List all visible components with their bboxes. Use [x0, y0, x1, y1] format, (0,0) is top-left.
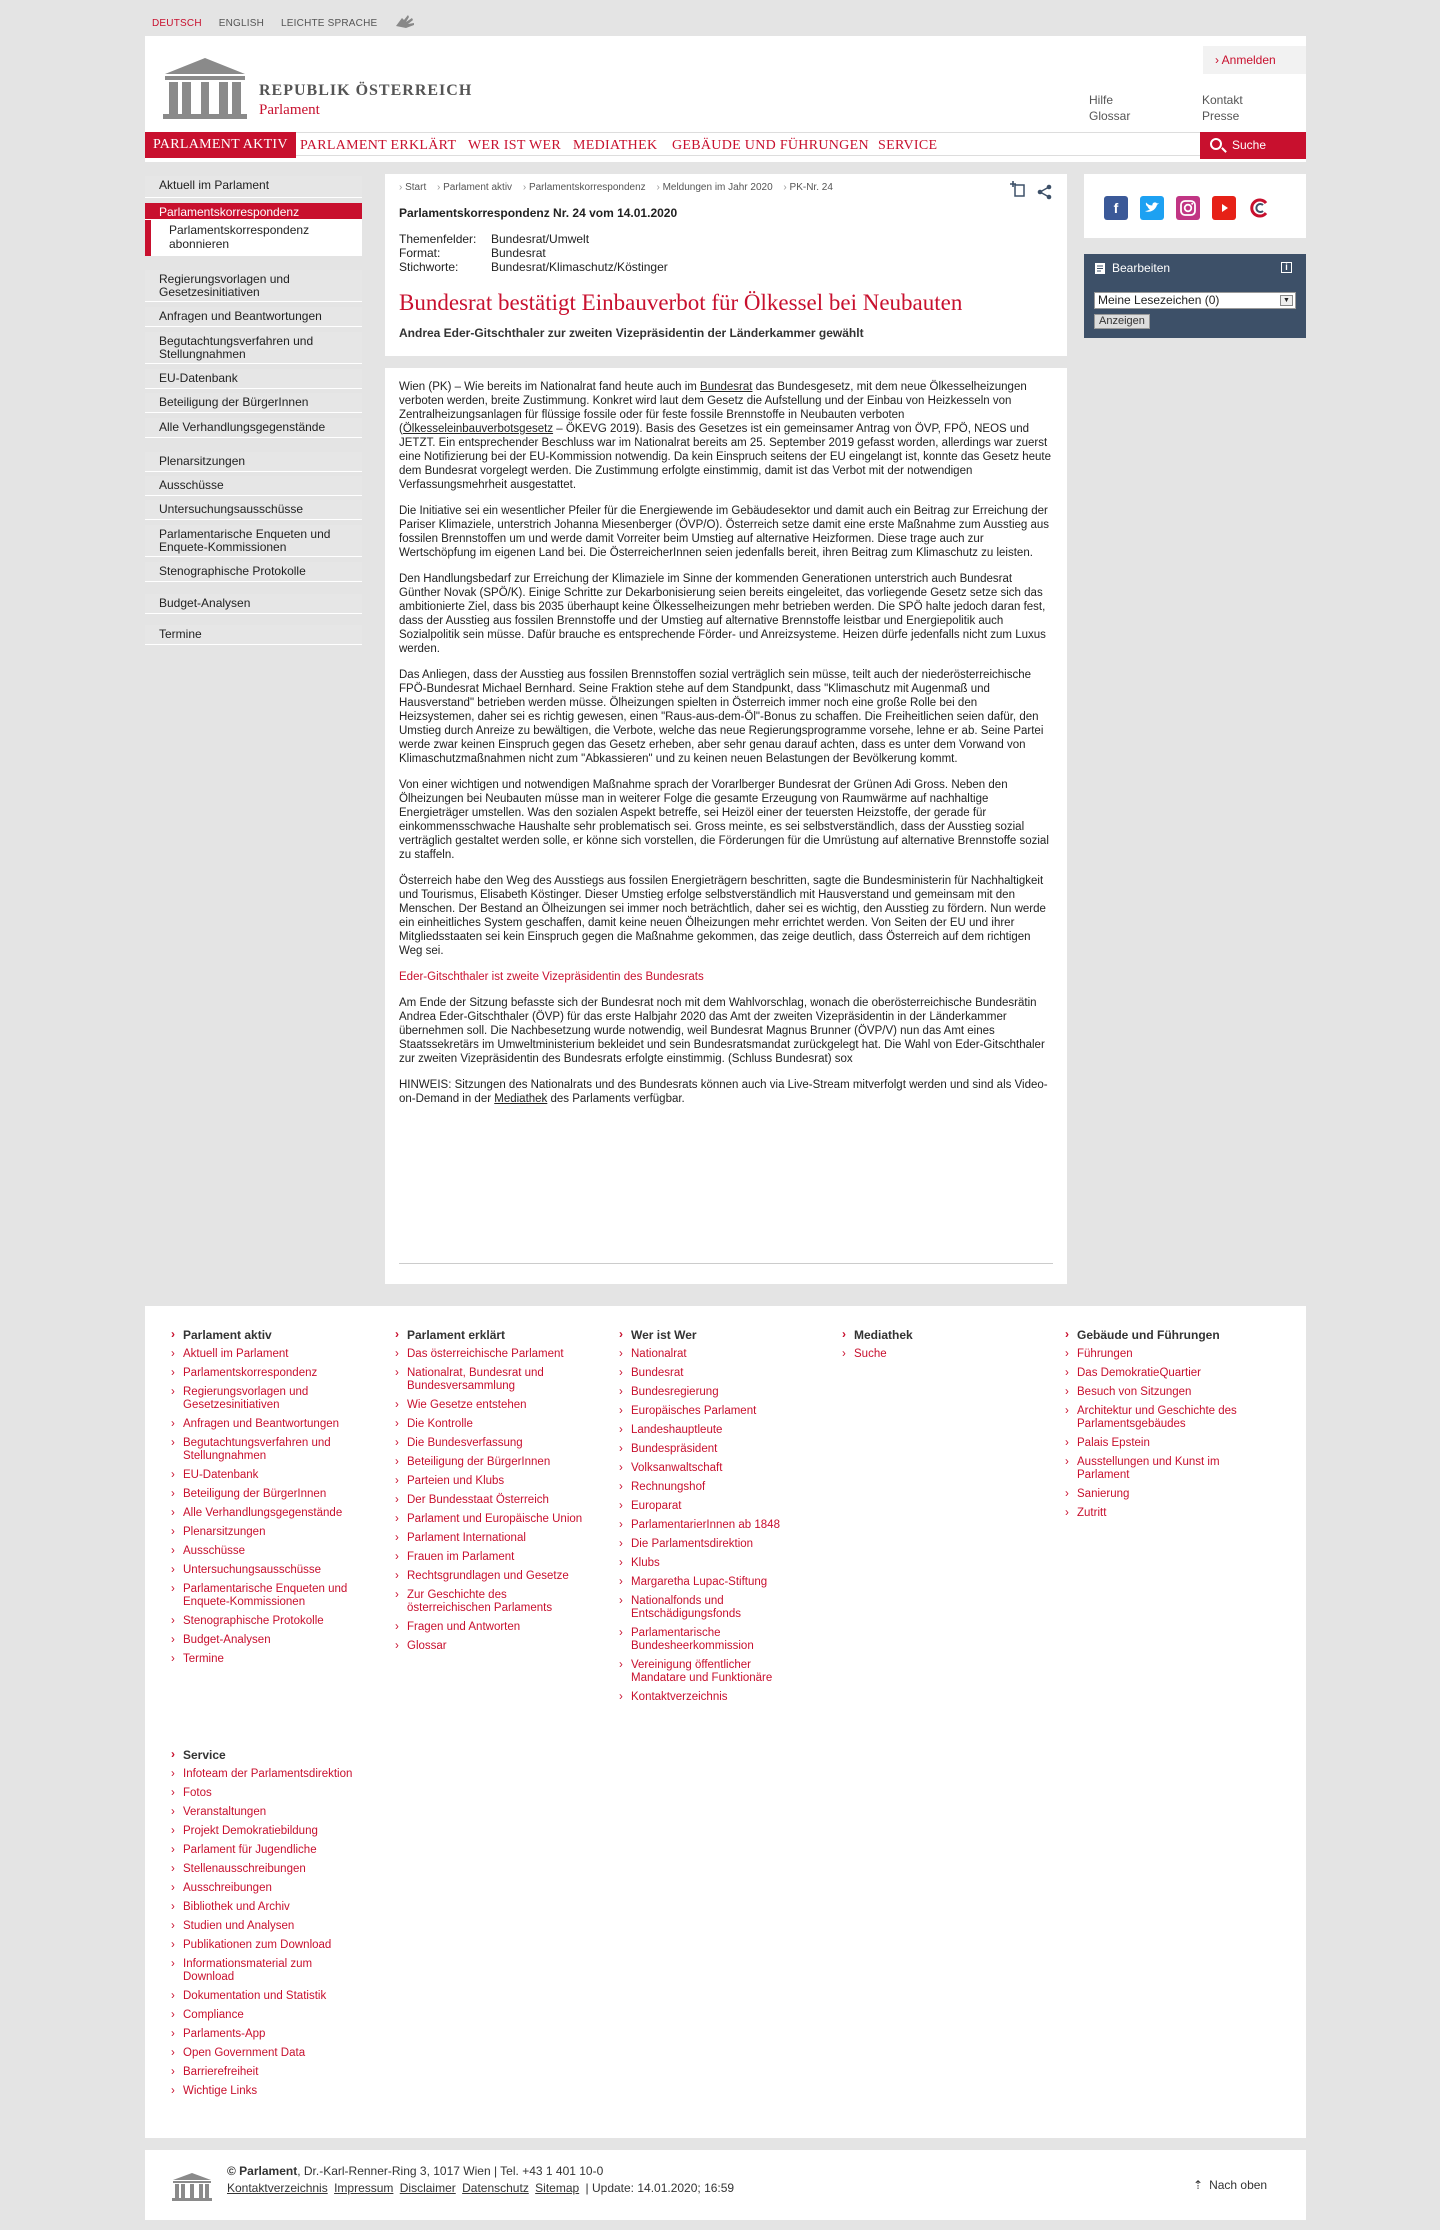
footer-col-service	[171, 1748, 361, 2104]
footer-link[interactable]: › Infoteam der Parlamentsdirektion	[171, 1768, 361, 1781]
bookmark-panel	[1084, 254, 1306, 338]
footer-link[interactable]: › Beteiligung der BürgerInnen	[171, 1488, 361, 1501]
sidebar-item-regierungsvorlagen[interactable]: Regierungsvorlagen und Gesetzesinitiativen	[145, 270, 362, 302]
article-title: Bundesrat bestätigt Einbauverbot für Ölkessel bei Neubauten	[399, 290, 963, 315]
parliament-logo-icon[interactable]	[160, 54, 250, 120]
footer-link[interactable]: › Die Kontrolle	[395, 1418, 585, 1431]
footer-link[interactable]: › Parlament und Europäische Union	[395, 1513, 585, 1526]
contact-link[interactable]: Kontakt	[1202, 93, 1243, 107]
footer-link[interactable]: › Alle Verhandlungsgegenstände	[171, 1507, 361, 1520]
footer-link[interactable]: › Sanierung	[1065, 1488, 1255, 1501]
press-link[interactable]: Presse	[1202, 109, 1240, 123]
paragraph-4: Das Anliegen, dass der Ausstieg aus fossilen Brennstoffen sozial verträglich sein müsse, teilt auch der niederösterreichische FPÖ-Bundesrat Michael Bernhard. Seine Fraktion stehe auf dem Standpunkt, dass "Klimaschutz mit Augenmaß und Hausverstand" betrieben werden müsse. Ölheizungen spielten in Österreich immer noch eine große Rolle bei den Heizsystemen, daher sei es richtig gewesen, einen "Raus-aus-dem-Öl"-Bonus zu schaffen. Die Freiheitlichen seien dafür, den Umstieg durch Anreize zu bewältigen, die Verbote, welche das neue Regierungsprogramme vorsehe, lehne er ab. Seine Partei werde zwar keinen Einspruch gegen das Gesetz erheben, aber sehr genau darauf achten, dass es unter dem Vorwand von Klimaschutzmaßnahmen nicht zum "Abkassieren" und zu keinen neuen Belastungen der Bevölkerung kommt.	[399, 669, 1044, 765]
footer-link[interactable]: › Die Bundesverfassung	[395, 1437, 585, 1450]
footer-link[interactable]: › Stellenausschreibungen	[171, 1863, 361, 1876]
footer-link[interactable]: › Parlament International	[395, 1532, 585, 1545]
footer-link[interactable]: › Architektur und Geschichte des Parlamentsgebäudes	[1065, 1405, 1255, 1431]
footer-link-sitemap[interactable]: Sitemap	[535, 2181, 580, 2195]
paragraph-6: Österreich habe den Weg des Ausstiegs aus fossilen Energieträgern beschritten, sagte die Bundesministerin für Nachhaltigkeit und Tourismus, Elisabeth Köstinger. Dieser Umstieg erfolge selbstverständlich mit Hausverstand und gemeinsam mit den Menschen. Der Bestand an Ölheizungen sei immer noch beträchtlich, daher sei es wichtig, den Ausstieg zu fördern. Nun werde ein einheitliches System geschaffen, damit keine neuen Ölheizungen mehr errichtet werden. Von Seiten der EU und ihrer Mitgliedsstaaten sei kein Einspruch gegen die Maßnahme gekommen, das zeige deutlich, dass Österreich auf dem richtigen Weg sei.	[399, 875, 1046, 957]
footer-col-parlament-erklaert	[395, 1328, 585, 1659]
p1-text-a: Wien (PK) – Wie bereits im Nationalrat fand heute auch im	[399, 381, 701, 393]
footer-link-list	[1065, 1348, 1255, 1520]
footer-link[interactable]: › Parlamentskorrespondenz	[171, 1367, 361, 1380]
footer-heading[interactable]: › Parlament aktiv	[171, 1328, 361, 1342]
sidebar-item-termine[interactable]: Termine	[145, 625, 362, 645]
paragraph-1	[399, 380, 1053, 492]
article-subtitle: Andrea Eder-Gitschthaler zur zweiten Vizepräsidentin der Länderkammer gewählt	[399, 326, 864, 340]
footer-link[interactable]: › Projekt Demokratiebildung	[171, 1825, 361, 1838]
sidebar-item-begutachtung[interactable]: Begutachtungsverfahren und Stellungnahmen	[145, 332, 362, 364]
footer-link[interactable]: › Wie Gesetze entstehen	[395, 1399, 585, 1412]
footer-link[interactable]: › Publikationen zum Download	[171, 1939, 361, 1952]
footer-link[interactable]: › Parlament für Jugendliche	[171, 1844, 361, 1857]
footer-link[interactable]: › Aktuell im Parlament	[171, 1348, 361, 1361]
footer-link[interactable]: › Führungen	[1065, 1348, 1255, 1361]
footer-link[interactable]: › Zutritt	[1065, 1507, 1255, 1520]
nav-service[interactable]: SERVICE	[878, 138, 938, 153]
footer-link[interactable]: › Suche	[842, 1348, 1032, 1361]
footer-link[interactable]: › Open Government Data	[171, 2047, 361, 2060]
nav-parlament-aktiv[interactable]: PARLAMENT AKTIV	[145, 132, 296, 158]
breadcrumb-start[interactable]: › Start	[399, 182, 426, 193]
footer-address	[227, 2164, 603, 2178]
address-text: , Dr.-Karl-Renner-Ring 3, 1017 Wien | Tel. +43 1 401 10-0	[297, 2164, 604, 2178]
meta-key-stichworte: Stichworte:	[399, 260, 459, 274]
footer-link[interactable]: › Bundesregierung	[619, 1386, 809, 1399]
footer-link[interactable]: › ParlamentarierInnen ab 1848	[619, 1519, 809, 1532]
search-label: Suche	[1232, 138, 1267, 152]
edit-document-icon	[1094, 262, 1106, 275]
paragraph-3: Den Handlungsbedarf zur Erreichung der Klimaziele im Sinne der kommenden Generationen unterstrich auch Bundesrat Günther Novak (SPÖ/K). Einige Schritte zur Dekarbonisierung seien bereits eingeleitet, das vorliegende Gesetz setze sich das ambitionierte Ziel, dass bis 2035 überhaupt keine Ölkesselheizungen mehr betrieben werden. Die SPÖ halte jedoch daran fest, dass der Ausstieg aus fossilen Brennstoffe und der Umstieg auf alternative Brennstoffe leistbar und Energiepolitik auch Sozialpolitik sein müsse. Dafür brauche es entsprechende Förder- und Anreizsysteme. Heizen dürfe jedenfalls nicht zum Luxus werden.	[399, 573, 1046, 655]
footer-heading[interactable]: › Wer ist Wer	[619, 1328, 809, 1342]
footer-link[interactable]: › Beteiligung der BürgerInnen	[395, 1456, 585, 1469]
footer-link-list	[395, 1348, 585, 1653]
last-update: | Update: 14.01.2020; 16:59	[585, 2181, 735, 2195]
site-header	[145, 36, 1306, 162]
breadcrumb-meldungen[interactable]: › Meldungen im Jahr 2020	[656, 182, 772, 193]
footer-col-parlament-aktiv	[171, 1328, 361, 1672]
footer-link[interactable]: › Parlaments-App	[171, 2028, 361, 2041]
footer-link[interactable]: › Kontaktverzeichnis	[619, 1691, 809, 1704]
article-subheading: Eder-Gitschthaler ist zweite Vizepräsidentin des Bundesrats	[399, 971, 704, 983]
footer-link[interactable]: › Fragen und Antworten	[395, 1621, 585, 1634]
youtube-icon[interactable]	[1212, 196, 1236, 220]
article-header	[385, 174, 1067, 356]
footer-link[interactable]: › Begutachtungsverfahren und Stellungnahmen	[171, 1437, 361, 1463]
footer-link-impressum[interactable]: Impressum	[334, 2181, 394, 2195]
footer-link[interactable]: › Glossar	[395, 1640, 585, 1653]
footer-link[interactable]: › Margaretha Lupac-Stiftung	[619, 1576, 809, 1589]
sidebar-item-stenographische-protokolle[interactable]: Stenographische Protokolle	[145, 562, 362, 582]
article-divider	[399, 1263, 1053, 1264]
share-icon[interactable]	[1037, 184, 1053, 200]
sidebar-item-anfragen[interactable]: Anfragen und Beantwortungen	[145, 307, 362, 327]
footer-link-list	[619, 1348, 809, 1704]
meta-key-themenfelder: Themenfelder:	[399, 232, 477, 246]
footer-link[interactable]: › Klubs	[619, 1557, 809, 1570]
mediathek-link[interactable]: Mediathek	[494, 1093, 548, 1105]
nav-mediathek[interactable]: MEDIATHEK	[573, 138, 658, 153]
footer-link[interactable]: › Wichtige Links	[171, 2085, 361, 2098]
footer-link[interactable]: › Rechnungshof	[619, 1481, 809, 1494]
sidebar-item-eu-datenbank[interactable]: EU-Datenbank	[145, 369, 362, 389]
brand-subtitle: Parlament	[259, 102, 320, 118]
footer-link[interactable]: › Vereinigung öffentlicher Mandatare und Funktionäre	[619, 1659, 809, 1685]
footer-link[interactable]: › Europarat	[619, 1500, 809, 1513]
sidebar-item-plenarsitzungen[interactable]: Plenarsitzungen	[145, 452, 362, 472]
footer-link[interactable]: › Besuch von Sitzungen	[1065, 1386, 1255, 1399]
footer-sitemap	[145, 1306, 1306, 2138]
lang-leichte-sprache[interactable]: LEICHTE SPRACHE	[281, 18, 378, 29]
footer-heading[interactable]: › Mediathek	[842, 1328, 1032, 1342]
footer-link-kontaktverzeichnis[interactable]: Kontaktverzeichnis	[227, 2181, 328, 2195]
footer-link-list	[171, 1348, 361, 1666]
footer-link[interactable]: › Frauen im Parlament	[395, 1551, 585, 1564]
footer-link[interactable]: › Europäisches Parlament	[619, 1405, 809, 1418]
article-actions	[1009, 180, 1053, 202]
footer-link[interactable]: › Plenarsitzungen	[171, 1526, 361, 1539]
footer-link[interactable]: › Der Bundesstaat Österreich	[395, 1494, 585, 1507]
back-to-top-button[interactable]	[1193, 2178, 1267, 2192]
footer-link[interactable]: › Fotos	[171, 1787, 361, 1800]
back-to-top-label: Nach oben	[1209, 2178, 1268, 2192]
sidebar-subitem-abonnieren[interactable]: Parlamentskorrespondenz abonnieren	[145, 220, 362, 256]
breadcrumb-parlament-aktiv[interactable]: › Parlament aktiv	[437, 182, 512, 193]
sidebar-item-aktuell[interactable]: Aktuell im Parlament	[145, 176, 362, 198]
chevron-down-icon: ▼	[1280, 295, 1293, 306]
lang-deutsch[interactable]: DEUTSCH	[152, 18, 202, 29]
header-links-right	[1202, 92, 1243, 124]
facebook-icon[interactable]: f	[1104, 196, 1128, 220]
breadcrumb-pk-nr: › PK-Nr. 24	[783, 182, 832, 193]
footer-col-gebaeude	[1065, 1328, 1255, 1526]
footer-link-datenschutz[interactable]: Datenschutz	[462, 2181, 529, 2195]
footer-link[interactable]: › Budget-Analysen	[171, 1634, 361, 1647]
footer-link[interactable]: › Nationalrat	[619, 1348, 809, 1361]
footer-link[interactable]: › Bundespräsident	[619, 1443, 809, 1456]
footer-link[interactable]: › Compliance	[171, 2009, 361, 2022]
sidebar-item-untersuchungsausschuesse[interactable]: Untersuchungsausschüsse	[145, 500, 362, 520]
sidebar-item-beteiligung[interactable]: Beteiligung der BürgerInnen	[145, 393, 362, 413]
footer-link[interactable]: › Parlamentarische Bundesheerkommission	[619, 1627, 809, 1653]
bookmark-add-icon[interactable]	[1009, 180, 1027, 198]
breadcrumb-parlamentskorrespondenz[interactable]: › Parlamentskorrespondenz	[523, 182, 646, 193]
footer-link-list	[171, 1768, 361, 2098]
footer-link[interactable]: › Das österreichische Parlament	[395, 1348, 585, 1361]
footer-links	[227, 2181, 734, 2195]
copyright: © Parlament	[227, 2164, 298, 2178]
paragraph-7: Am Ende der Sitzung befasste sich der Bundesrat noch mit dem Wahlvorschlag, wonach die oberösterreichische Bundesrätin Andrea Eder-Gitschthaler (ÖVP) für das erste Halbjahr 2020 das Amt der zweiten Vizepräsidentin in der Länderkammer übernehmen soll. Die Nachbesetzung wurde notwendig, weil Bundesrat Magnus Brunner (ÖVP/V) nun das Amt eines Staatssekretärs im Umweltministerium bekleidet und sein Bundesratsmandat zurückgelegt hat. Die Wahl von Eder-Gitschthaler zur zweiten Vizepräsidentin des Bundesrats erfolgte einstimmig. (Schluss Bundesrat) sox	[399, 997, 1045, 1065]
sign-language-icon[interactable]	[394, 14, 420, 30]
meta-key-format: Format:	[399, 246, 441, 260]
hinweis-text-b: des Parlaments verfügbar.	[547, 1093, 685, 1105]
footer-link[interactable]: › Dokumentation und Statistik	[171, 1990, 361, 2003]
p1-text-b: das Bundesgesetz, mit dem neue Ölkesselheizungen verboten werden, breite Zustimmung. Konkret wird laut dem Gesetz die Aufstellung und der Einbau von Heizkesseln von Zentralheizungsanlagen für flüssige fossile oder für feste fossile Brennstoffe in Neubauten verboten (	[399, 381, 1027, 435]
info-icon[interactable]: i	[1281, 262, 1292, 273]
brand-title: REPUBLIK ÖSTERREICH	[259, 82, 473, 99]
footer-link-list	[842, 1348, 1032, 1361]
lang-english[interactable]: ENGLISH	[218, 18, 265, 29]
footer-link[interactable]: › Anfragen und Beantwortungen	[171, 1418, 361, 1431]
login-label: Anmelden	[1221, 53, 1276, 67]
footer-heading[interactable]: › Gebäude und Führungen	[1065, 1328, 1255, 1342]
footer-link[interactable]: › Veranstaltungen	[171, 1806, 361, 1819]
parlament-app-icon[interactable]	[1248, 196, 1272, 220]
social-media-box	[1084, 174, 1306, 238]
footer-heading[interactable]: › Service	[171, 1748, 361, 1762]
bottom-bar	[145, 2150, 1306, 2220]
footer-link[interactable]: › Rechtsgrundlagen und Gesetze	[395, 1570, 585, 1583]
bookmark-panel-title: Bearbeiten	[1112, 261, 1171, 275]
footer-link[interactable]: › Bundesrat	[619, 1367, 809, 1380]
oekevg-link[interactable]: Ölkesseleinbauverbotsgesetz	[402, 423, 554, 435]
parliament-logo-small-icon	[171, 2171, 213, 2201]
footer-link[interactable]: › Palais Epstein	[1065, 1437, 1255, 1450]
sidebar-item-enqueten[interactable]: Parlamentarische Enqueten und Enquete-Kommissionen	[145, 525, 362, 557]
bookmark-select[interactable]	[1094, 292, 1296, 309]
footer-link[interactable]: › Parteien und Klubs	[395, 1475, 585, 1488]
nav-gebaeude-fuehrungen[interactable]: GEBÄUDE UND FÜHRUNGEN	[672, 138, 869, 153]
paragraph-hinweis	[399, 1078, 1053, 1106]
footer-link[interactable]: › Das DemokratieQuartier	[1065, 1367, 1255, 1380]
glossary-link[interactable]: Glossar	[1089, 109, 1131, 123]
nav-parlament-erklaert[interactable]: PARLAMENT ERKLÄRT	[300, 138, 457, 153]
footer-link[interactable]: › Zur Geschichte des österreichischen Parlaments	[395, 1589, 585, 1615]
paragraph-5: Von einer wichtigen und notwendigen Maßnahme sprach der Vorarlberger Bundesrat der Grünen Adi Gross. Neben den Ölheizungen bei Neubauten müsse man in weiterer Folge die gesamte Erzeugung von Raumwärme auf nachhaltige Energieträger umstellen. Was den sozialen Aspekt betreffe, sei Heizöl einer der teuersten Heizstoffe, der gerade für einkommensschwache Haushalte sehr problematisch sei. Gross meinte, es sei selbstverständlich, dass der Ausstieg sozial verträglich gestaltet werden solle, er könne sich vorstellen, die Förderungen für die Umrüstung auf alternative Brennstoffe sozial zu staffeln.	[399, 779, 1049, 861]
footer-link[interactable]: › Volksanwaltschaft	[619, 1462, 809, 1475]
article-body	[385, 368, 1067, 1284]
main-navigation	[145, 132, 1306, 156]
paragraph-2: Die Initiative sei ein wesentlicher Pfeiler für die Energiewende im Gebäudesektor und damit auch ein Beitrag zur Erreichung der Pariser Klimaziele, unterstrich Johanna Miesenberger (ÖVP/O). Österreich setze damit eine erste Maßnahme zum Ausstieg aus fossilen Brennstoffen um und werde damit Vorreiter beim Umstieg auf alternative Heizformen. Diese trage auch zur Wertschöpfung im eigenen Land bei. Die ÖsterreicherInnen seien jedenfalls bereit, ihren Beitrag zum Klimaschutz zu leisten.	[399, 505, 1050, 559]
footer-link[interactable]: › Regierungsvorlagen und Gesetzesinitiativen	[171, 1386, 361, 1412]
meta-value-stichworte[interactable]: Bundesrat/Klimaschutz/Köstinger	[491, 260, 668, 274]
footer-link[interactable]: › Ausschüsse	[171, 1545, 361, 1558]
twitter-icon[interactable]	[1140, 196, 1164, 220]
header-links-left	[1089, 92, 1130, 124]
search-button[interactable]	[1200, 132, 1306, 159]
show-bookmarks-button[interactable]: Anzeigen	[1094, 314, 1150, 329]
instagram-icon[interactable]	[1176, 196, 1200, 220]
hinweis-text-a: HINWEIS: Sitzungen des Nationalrats und des Bundesrats können auch via Live-Stream mitverfolgt werden und sind als Video-on-Demand in der	[399, 1079, 1048, 1105]
login-button[interactable]: › Anmelden	[1203, 46, 1306, 74]
footer-link[interactable]: › Studien und Analysen	[171, 1920, 361, 1933]
footer-link[interactable]: › Barrierefreiheit	[171, 2066, 361, 2079]
footer-link[interactable]: › Informationsmaterial zum Download	[171, 1958, 361, 1984]
footer-link[interactable]: › Landeshauptleute	[619, 1424, 809, 1437]
footer-link[interactable]: › Die Parlamentsdirektion	[619, 1538, 809, 1551]
sidebar-item-verhandlungsgegenstaende[interactable]: Alle Verhandlungsgegenstände	[145, 418, 362, 438]
footer-link[interactable]: › Ausstellungen und Kunst im Parlament	[1065, 1456, 1255, 1482]
bookmark-select-value: Meine Lesezeichen (0)	[1098, 293, 1220, 307]
language-bar	[152, 14, 420, 30]
footer-col-mediathek	[842, 1328, 1032, 1367]
sidebar-item-budget-analysen[interactable]: Budget-Analysen	[145, 594, 362, 614]
p1-text-c: – ÖKEVG 2019). Basis des Gesetzes ist ein gemeinsamer Antrag von ÖVP, FPÖ, NEOS und JETZT. Ein entsprechender Beschluss war im Nationalrat bereits am 25. September 2019 gefasst worden, allerdings war zuerst eine Notifizierung bei der EU-Kommission notwendig. Da kein Einspruch seitens der EU eingelangt ist, konnte das Gesetz heute dem Bundesrat vorgelegt werden. Die Zustimmung erfolgte einstimmig, damit ist das Verbot mit der notwendigen Verfassungsmehrheit ausgestattet.	[399, 423, 1052, 491]
bundesrat-link[interactable]: Bundesrat	[700, 381, 753, 393]
footer-heading[interactable]: › Parlament erklärt	[395, 1328, 585, 1342]
search-icon	[1210, 138, 1222, 150]
arrow-up-icon: ⇡	[1193, 2178, 1204, 2192]
footer-col-wer-ist-wer	[619, 1328, 809, 1710]
sidebar-item-ausschuesse[interactable]: Ausschüsse	[145, 476, 362, 496]
footer-link[interactable]: › Ausschreibungen	[171, 1882, 361, 1895]
meta-value-themenfelder[interactable]: Bundesrat/Umwelt	[491, 232, 590, 246]
meta-value-format[interactable]: Bundesrat	[491, 246, 546, 260]
footer-link[interactable]: › Nationalfonds und Entschädigungsfonds	[619, 1595, 809, 1621]
footer-link[interactable]: › Termine	[171, 1653, 361, 1666]
pk-number-line: Parlamentskorrespondenz Nr. 24 vom 14.01.2020	[399, 206, 678, 220]
breadcrumb	[399, 182, 841, 193]
footer-link[interactable]: › Parlamentarische Enqueten und Enquete-Kommissionen	[171, 1583, 361, 1609]
footer-link[interactable]: › Bibliothek und Archiv	[171, 1901, 361, 1914]
nav-wer-ist-wer[interactable]: WER IST WER	[468, 138, 562, 153]
footer-link[interactable]: › Nationalrat, Bundesrat und Bundesversammlung	[395, 1367, 585, 1393]
footer-link-disclaimer[interactable]: Disclaimer	[399, 2181, 456, 2195]
footer-link[interactable]: › Untersuchungsausschüsse	[171, 1564, 361, 1577]
footer-link[interactable]: › EU-Datenbank	[171, 1469, 361, 1482]
footer-link[interactable]: › Stenographische Protokolle	[171, 1615, 361, 1628]
help-link[interactable]: Hilfe	[1089, 93, 1114, 107]
sidebar-item-parlamentskorrespondenz[interactable]: Parlamentskorrespondenz	[145, 203, 362, 220]
